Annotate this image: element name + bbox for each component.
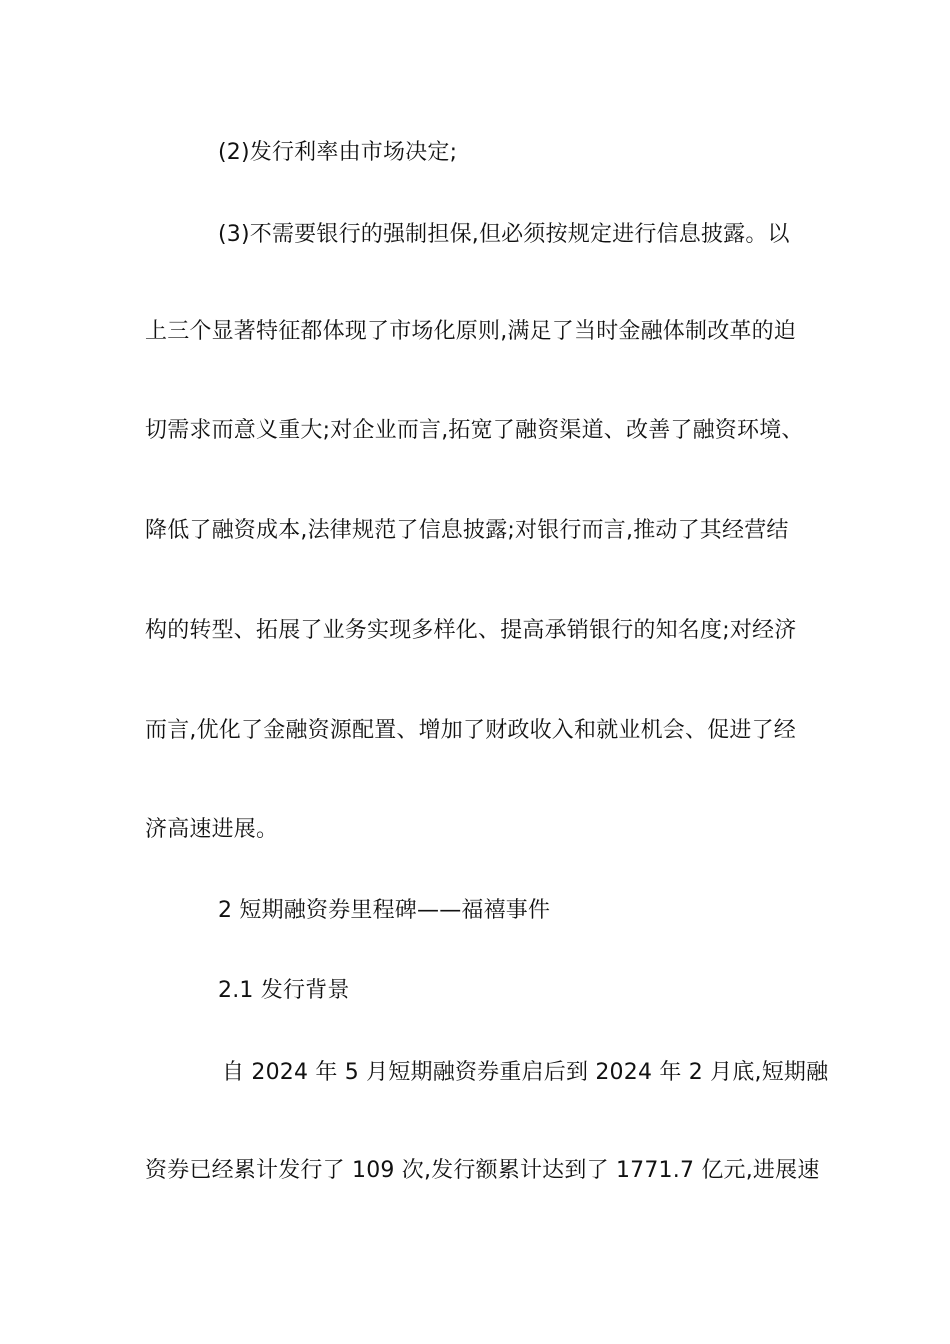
- paragraph-line: 切需求而意义重大;对企业而言,拓宽了融资渠道、改善了融资环境、: [145, 418, 804, 443]
- paragraph-line: 构的转型、拓展了业务实现多样化、提高承销银行的知名度;对经济: [145, 618, 797, 643]
- paragraph-line: 而言,优化了金融资源配置、增加了财政收入和就业机会、促进了经: [145, 718, 796, 743]
- section-heading: 2 短期融资券里程碑——福禧事件: [218, 898, 551, 923]
- paragraph-line: 济高速进展。: [145, 817, 279, 842]
- list-item-3: (3)不需要银行的强制担保,但必须按规定进行信息披露。以: [218, 222, 790, 247]
- paragraph-line: 资券已经累计发行了 109 次,发行额累计达到了 1771.7 亿元,进展速: [145, 1158, 820, 1183]
- paragraph-line: 降低了融资成本,法律规范了信息披露;对银行而言,推动了其经营结: [145, 518, 789, 543]
- paragraph-first-line: 自 2024 年 5 月短期融资券重启后到 2024 年 2 月底,短期融: [222, 1060, 829, 1085]
- subsection-heading: 2.1 发行背景: [218, 978, 350, 1003]
- list-item-2: (2)发行利率由市场决定;: [218, 140, 458, 165]
- paragraph-line: 上三个显著特征都体现了市场化原则,满足了当时金融体制改革的迫: [145, 319, 796, 344]
